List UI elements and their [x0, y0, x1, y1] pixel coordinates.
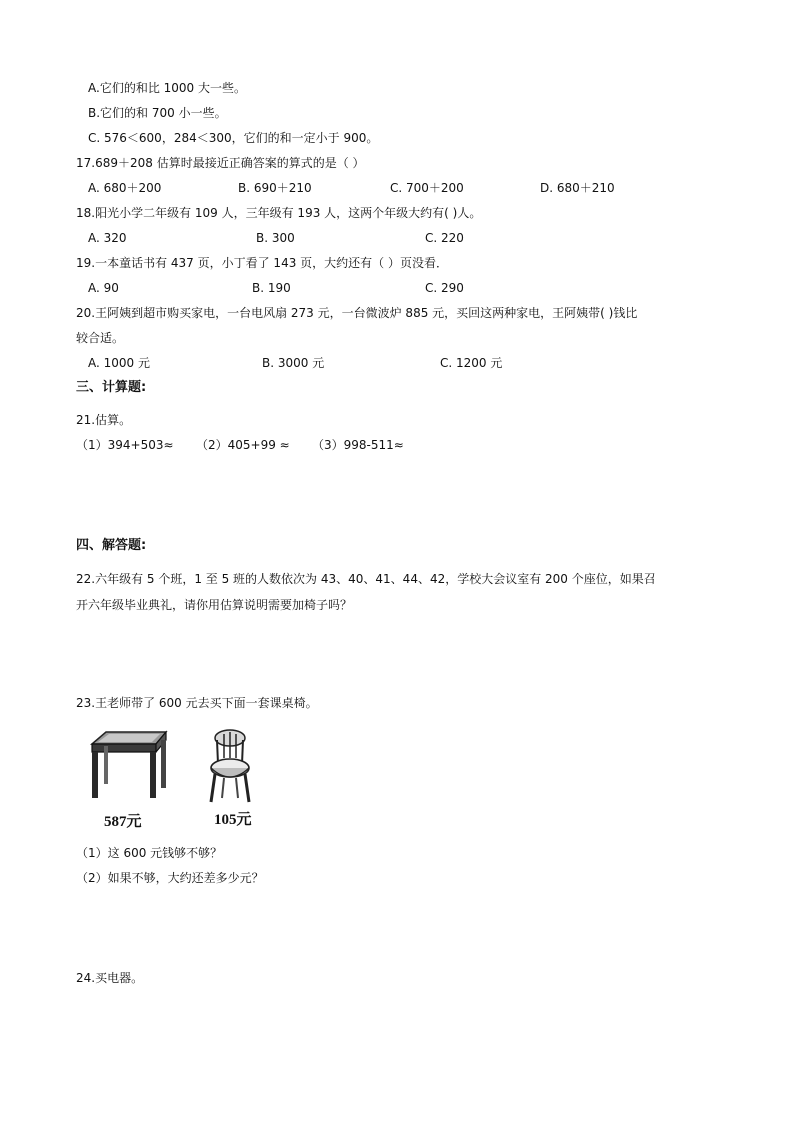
- section-3-heading: 三、计算题:: [76, 380, 147, 395]
- q18-stem: 18.阳光小学二年级有 109 人，三年级有 193 人，这两个年级大约有( )人。: [76, 206, 482, 220]
- q21-item-2: （2）405+99 ≈: [196, 438, 290, 452]
- q17-option-c: C. 700＋200: [390, 181, 464, 195]
- q21-stem: 21.估算。: [76, 413, 132, 427]
- q20-option-c: C. 1200 元: [440, 356, 503, 370]
- q19-option-a: A. 90: [88, 281, 119, 295]
- q18-option-c: C. 220: [425, 231, 464, 245]
- desk-image: [84, 730, 172, 802]
- chair-price-label: 105元: [214, 812, 252, 828]
- q18-option-b: B. 300: [256, 231, 295, 245]
- desk-price-label: 587元: [104, 814, 142, 830]
- q21-item-3: （3）998-511≈: [312, 438, 404, 452]
- chair-image: [204, 728, 256, 804]
- q20-stem-line2: 较合适。: [76, 331, 125, 345]
- q20-option-a: A. 1000 元: [88, 356, 150, 370]
- q19-option-c: C. 290: [425, 281, 464, 295]
- section-4-heading: 四、解答题:: [76, 538, 147, 553]
- q24-stem: 24.买电器。: [76, 971, 144, 985]
- q23-sub1: （1）这 600 元钱够不够？: [76, 846, 223, 860]
- q23-stem: 23.王老师带了 600 元去买下面一套课桌椅。: [76, 696, 318, 710]
- q19-option-b: B. 190: [252, 281, 291, 295]
- q17-stem: 17.689＋208 估算时最接近正确答案的算式的是（ ）: [76, 156, 365, 170]
- q21-item-1: （1）394+503≈: [76, 438, 174, 452]
- q17-option-b: B. 690＋210: [238, 181, 312, 195]
- q17-option-a: A. 680＋200: [88, 181, 162, 195]
- q17-option-d: D. 680＋210: [540, 181, 615, 195]
- q20-option-b: B. 3000 元: [262, 356, 325, 370]
- q16-option-c: C. 576＜600，284＜300，它们的和一定小于 900。: [88, 131, 379, 145]
- q16-option-a: A.它们的和比 1000 大一些。: [88, 81, 246, 95]
- q22-line2: 开六年级毕业典礼，请你用估算说明需要加椅子吗？: [76, 598, 353, 612]
- q18-option-a: A. 320: [88, 231, 127, 245]
- q22-line1: 22.六年级有 5 个班，1 至 5 班的人数依次为 43、40、41、44、42，学校大会议室有 200 个座位，如果召: [76, 572, 656, 586]
- q16-option-b: B.它们的和 700 小一些。: [88, 106, 227, 120]
- q23-sub2: （2）如果不够，大约还差多少元？: [76, 871, 264, 885]
- q19-stem: 19.一本童话书有 437 页，小丁看了 143 页，大约还有（ ）页没看．: [76, 256, 448, 270]
- q20-stem-line1: 20.王阿姨到超市购买家电，一台电风扇 273 元，一台微波炉 885 元，买回这两种家电，王阿姨带( )钱比: [76, 306, 638, 320]
